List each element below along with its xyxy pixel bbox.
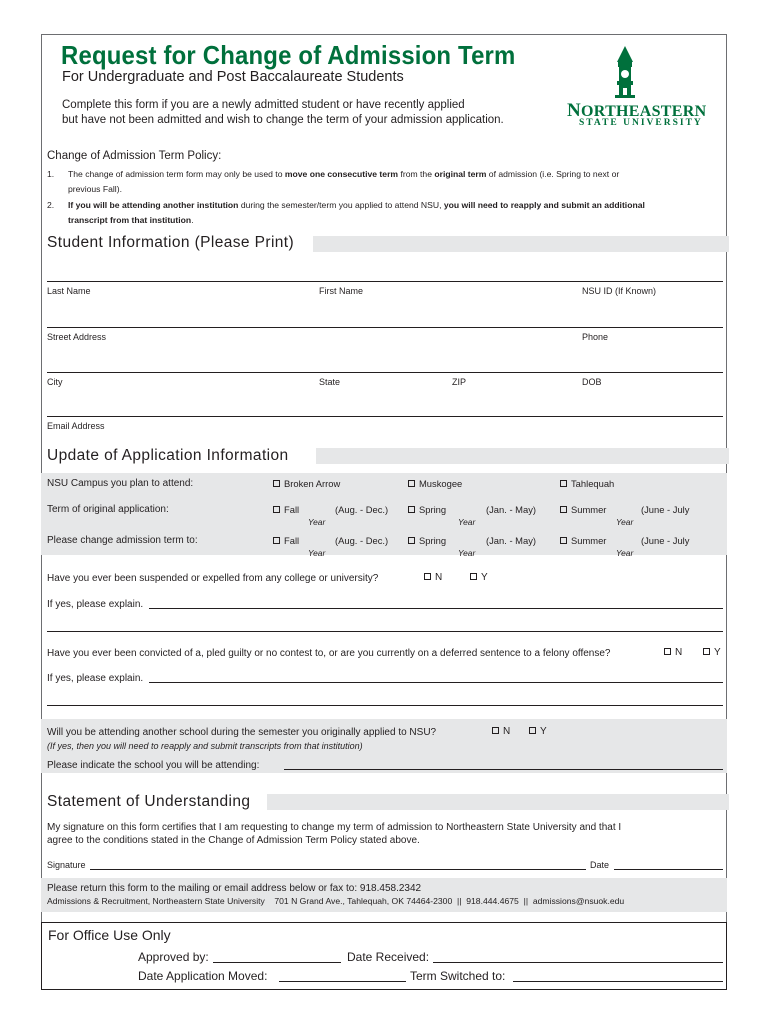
policy-item-2: If you will be attending another institution during the semester/term you applied to attend NSU, you will need to reapply and submit an additional [68, 200, 645, 210]
other-school-question: Will you be attending another school during the semester you originally applied to NSU? [47, 727, 437, 738]
nsu-id-label: NSU ID (If Known) [582, 286, 657, 296]
change-summer-checkbox[interactable]: Summer [560, 535, 606, 546]
date-moved-line[interactable] [279, 981, 406, 982]
change-spring-checkbox[interactable]: Spring [408, 535, 446, 546]
convicted-explain-line-2[interactable] [47, 705, 723, 706]
signature-line[interactable] [90, 869, 586, 870]
form-title: Request for Change of Admission Term [61, 40, 516, 70]
signature-label: Signature [47, 860, 86, 870]
policy-heading: Change of Admission Term Policy: [47, 150, 222, 162]
fall-year-label: Year [308, 548, 326, 558]
original-summer-checkbox[interactable]: Summer [560, 504, 606, 515]
other-school-note: (If yes, then you will need to reapply and submit transcripts from that institution) [47, 741, 363, 751]
convicted-explain-label: If yes, please explain. [47, 673, 144, 684]
office-heading: For Office Use Only [48, 927, 171, 943]
policy-item-2-num: 2. [47, 200, 55, 210]
change-term-question: Please change admission term to: [47, 535, 198, 546]
approved-by-line[interactable] [213, 962, 341, 963]
intro-line-2: but have not been admitted and wish to change the term of your admission application. [62, 114, 504, 126]
name-line[interactable] [47, 281, 723, 282]
section-bar [267, 794, 729, 810]
street-label: Street Address [47, 332, 107, 342]
other-school-yes-checkbox[interactable]: Y [529, 726, 547, 737]
date-label: Date [590, 860, 610, 870]
section-bar [316, 448, 729, 464]
spring-range: (Jan. - May) [486, 535, 537, 546]
campus-muskogee-checkbox[interactable]: Muskogee [408, 478, 462, 489]
form-subtitle: For Undergraduate and Post Baccalaureate Students [62, 69, 404, 85]
section-bar [313, 236, 729, 252]
convicted-yes-checkbox[interactable]: Y [703, 647, 721, 658]
city-label: City [47, 377, 63, 387]
logo-wordmark: NORTHEASTERN [567, 100, 707, 121]
last-name-label: Last Name [47, 286, 91, 296]
update-heading: Update of Application Information [47, 447, 289, 464]
convicted-question: Have you ever been convicted of a, pled guilty or no contest to, or are you currently on a deferred sentence to a felony offense? [47, 648, 611, 659]
state-label: State [319, 377, 341, 387]
date-received-line[interactable] [433, 962, 723, 963]
date-received-label: Date Received: [347, 950, 430, 964]
policy-item-1: The change of admission term form may only be used to move one consecutive term from the original term of admission (i.e. Spring to next or [68, 169, 620, 179]
email-label: Email Address [47, 421, 105, 431]
statement-heading: Statement of Understanding [47, 793, 251, 810]
summer-year-label: Year [616, 548, 634, 558]
city-line[interactable] [47, 372, 723, 373]
policy-item-2-cont: transcript from that institution. [68, 215, 194, 225]
email-line[interactable] [47, 416, 723, 417]
fall-year-label: Year [308, 517, 326, 527]
spring-year-label: Year [458, 548, 476, 558]
return-instructions: Please return this form to the mailing or email address below or fax to: 918.458.2342 [47, 883, 422, 894]
summer-range: (June - July [641, 504, 690, 515]
dob-label: DOB [582, 377, 602, 387]
summer-year-label: Year [616, 517, 634, 527]
date-line[interactable] [614, 869, 723, 870]
policy-item-1-num: 1. [47, 169, 55, 179]
term-switched-line[interactable] [513, 981, 723, 982]
return-address: Admissions & Recruitment, Northeastern State University 701 N Grand Ave., Tahlequah, OK 74464-2300 || 918.444.4675 || admissions@nsuok.edu [47, 896, 625, 906]
indicate-school-line[interactable] [284, 769, 723, 770]
indicate-school-label: Please indicate the school you will be attending: [47, 760, 260, 771]
suspended-no-checkbox[interactable]: N [424, 572, 442, 583]
phone-label: Phone [582, 332, 609, 342]
original-fall-checkbox[interactable]: Fall [273, 504, 299, 515]
convicted-no-checkbox[interactable]: N [664, 647, 682, 658]
spring-year-label: Year [458, 517, 476, 527]
approved-by-label: Approved by: [138, 950, 209, 964]
summer-range: (June - July [641, 535, 690, 546]
intro-line-1: Complete this form if you are a newly admitted student or have recently applied [62, 99, 465, 111]
address-line[interactable] [47, 327, 723, 328]
spring-range: (Jan. - May) [486, 504, 537, 515]
fall-range: (Aug. - Dec.) [335, 535, 389, 546]
suspended-yes-checkbox[interactable]: Y [470, 572, 488, 583]
policy-item-1-cont: previous Fall). [68, 184, 122, 194]
convicted-explain-line[interactable] [149, 682, 723, 683]
statement-text-2: agree to the conditions stated in the Change of Admission Term Policy stated above. [47, 835, 420, 846]
student-info-heading: Student Information (Please Print) [47, 234, 295, 251]
logo-subtext: STATE UNIVERSITY [579, 118, 703, 128]
clock-tower-icon [612, 46, 638, 98]
original-term-question: Term of original application: [47, 504, 169, 515]
suspended-explain-line-2[interactable] [47, 631, 723, 632]
campus-question: NSU Campus you plan to attend: [47, 478, 194, 489]
fall-range: (Aug. - Dec.) [335, 504, 389, 515]
original-spring-checkbox[interactable]: Spring [408, 504, 446, 515]
other-school-no-checkbox[interactable]: N [492, 726, 510, 737]
suspended-question: Have you ever been suspended or expelled from any college or university? [47, 573, 379, 584]
term-switched-label: Term Switched to: [410, 969, 506, 983]
statement-text-1: My signature on this form certifies that I am requesting to change my term of admission to Northeastern State University and that I [47, 822, 622, 833]
campus-tahlequah-checkbox[interactable]: Tahlequah [560, 478, 614, 489]
change-fall-checkbox[interactable]: Fall [273, 535, 299, 546]
zip-label: ZIP [452, 377, 467, 387]
suspended-explain-line[interactable] [149, 608, 723, 609]
campus-broken-arrow-checkbox[interactable]: Broken Arrow [273, 478, 340, 489]
suspended-explain-label: If yes, please explain. [47, 599, 144, 610]
date-moved-label: Date Application Moved: [138, 969, 268, 983]
first-name-label: First Name [319, 286, 364, 296]
